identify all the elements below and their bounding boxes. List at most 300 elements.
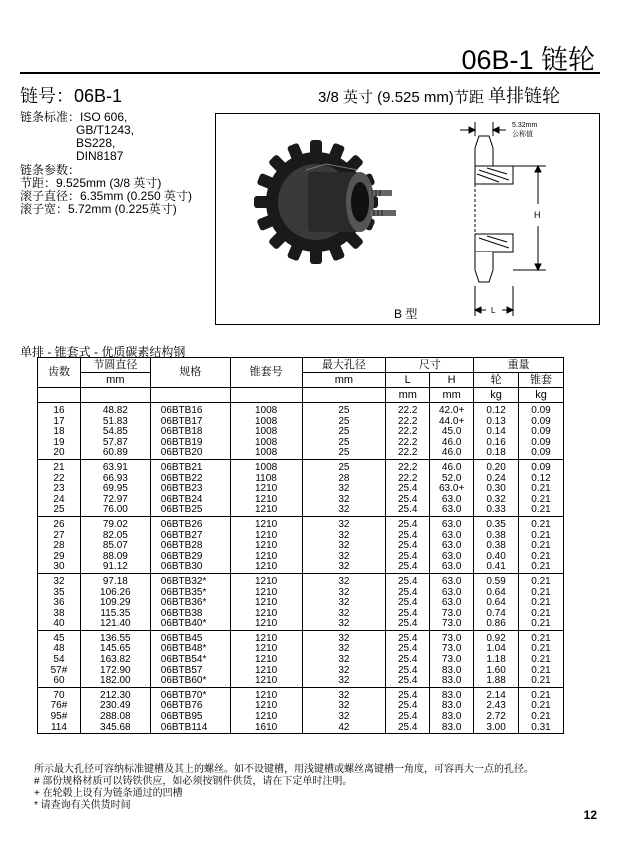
cell-weight-wheel: 0.33: [474, 505, 519, 516]
cell-teeth: 17: [38, 417, 81, 428]
cell-max-bore: 25: [302, 438, 386, 449]
cell-weight-bushing: 0.21: [519, 516, 564, 530]
cell-weight-bushing: 0.21: [519, 505, 564, 516]
cell-bush: 1108: [230, 474, 302, 485]
cell-max-bore: 28: [302, 474, 386, 485]
cell-size-l: 25.4: [386, 609, 430, 620]
cell-size-h: 45.0: [430, 427, 474, 438]
cell-pcd: 97.18: [80, 573, 150, 587]
cell-weight-bushing: 0.09: [519, 417, 564, 428]
cell-model: 06BTB23: [150, 484, 230, 495]
cell-pcd: 115.35: [80, 609, 150, 620]
header-bushing: 锥套: [519, 373, 564, 388]
cell-size-h: 73.0: [430, 655, 474, 666]
cell-size-l: 25.4: [386, 666, 430, 677]
cell-size-l: 25.4: [386, 516, 430, 530]
cell-bush: 1210: [230, 666, 302, 677]
note-availability: * 请查询有关供货时间: [34, 800, 131, 811]
cell-model: 06BTB38: [150, 609, 230, 620]
cell-weight-bushing: 0.09: [519, 438, 564, 449]
cell-max-bore: 32: [302, 495, 386, 506]
cell-max-bore: 32: [302, 644, 386, 655]
cell-pcd: 57.87: [80, 438, 150, 449]
cell-bush: 1008: [230, 403, 302, 417]
cell-weight-bushing: 0.21: [519, 609, 564, 620]
cell-size-l: 25.4: [386, 573, 430, 587]
cell-model: 06BTB48*: [150, 644, 230, 655]
cell-model: 06BTB22: [150, 474, 230, 485]
cell-teeth: 23: [38, 484, 81, 495]
sprocket-drawing-panel: [215, 113, 600, 325]
cell-weight-wheel: 0.12: [474, 403, 519, 417]
cell-model: 06BTB24: [150, 495, 230, 506]
chain-standard-line: BS228,: [76, 136, 116, 150]
cell-bush: 1210: [230, 619, 302, 630]
cell-weight-bushing: 0.21: [519, 495, 564, 506]
cell-weight-bushing: 0.21: [519, 541, 564, 552]
cell-teeth: 32: [38, 573, 81, 587]
cell-weight-wheel: 0.20: [474, 459, 519, 473]
cell-size-l: 22.2: [386, 438, 430, 449]
cell-max-bore: 32: [302, 505, 386, 516]
cell-max-bore: 32: [302, 573, 386, 587]
header-H-unit: mm: [430, 388, 474, 403]
cell-size-l: 25.4: [386, 655, 430, 666]
cell-weight-wheel: 0.24: [474, 474, 519, 485]
cell-model: 06BTB21: [150, 459, 230, 473]
cell-weight-bushing: 0.21: [519, 562, 564, 573]
table-row: [38, 630, 564, 644]
cell-model: 06BTB16: [150, 403, 230, 417]
cell-max-bore: 25: [302, 459, 386, 473]
cell-teeth: 76#: [38, 701, 81, 712]
cell-bush: 1210: [230, 573, 302, 587]
cell-weight-wheel: 0.38: [474, 531, 519, 542]
cell-size-h: 83.0: [430, 723, 474, 734]
cell-pcd: 51.83: [80, 417, 150, 428]
cell-model: 06BTB57: [150, 666, 230, 677]
cell-size-l: 25.4: [386, 552, 430, 563]
cell-bush: 1210: [230, 630, 302, 644]
cell-weight-wheel: 2.14: [474, 687, 519, 701]
cell-weight-wheel: 0.64: [474, 598, 519, 609]
table-row: [38, 562, 564, 573]
cell-bush: 1210: [230, 484, 302, 495]
cell-weight-wheel: 0.64: [474, 588, 519, 599]
cell-teeth: 19: [38, 438, 81, 449]
sprocket-illustration: [216, 114, 599, 324]
cell-teeth: 30: [38, 562, 81, 573]
cell-teeth: 40: [38, 619, 81, 630]
cell-max-bore: 32: [302, 588, 386, 599]
cell-weight-wheel: 0.59: [474, 573, 519, 587]
width-dimension-note: 公称值: [512, 131, 533, 138]
cell-weight-wheel: 0.41: [474, 562, 519, 573]
cell-size-h: 73.0: [430, 644, 474, 655]
cell-bush: 1210: [230, 712, 302, 723]
cell-pcd: 136.55: [80, 630, 150, 644]
cell-max-bore: 32: [302, 484, 386, 495]
cell-weight-wheel: 0.40: [474, 552, 519, 563]
cell-size-l: 25.4: [386, 723, 430, 734]
cell-weight-bushing: 0.21: [519, 484, 564, 495]
cell-size-l: 25.4: [386, 644, 430, 655]
cell-pcd: 76.00: [80, 505, 150, 516]
cell-pcd: 66.93: [80, 474, 150, 485]
table-row: [38, 516, 564, 530]
cell-teeth: 54: [38, 655, 81, 666]
header-size: 尺寸: [386, 358, 474, 373]
cell-max-bore: 32: [302, 630, 386, 644]
cell-weight-wheel: 0.35: [474, 516, 519, 530]
cell-pcd: 172.90: [80, 666, 150, 677]
cell-size-h: 63.0: [430, 573, 474, 587]
cell-weight-bushing: 0.21: [519, 552, 564, 563]
cell-teeth: 21: [38, 459, 81, 473]
cell-bush: 1210: [230, 676, 302, 687]
cell-weight-bushing: 0.09: [519, 403, 564, 417]
cell-pcd: 288.08: [80, 712, 150, 723]
header-weight: 重量: [474, 358, 564, 373]
cell-max-bore: 32: [302, 666, 386, 677]
cell-weight-bushing: 0.21: [519, 588, 564, 599]
cell-model: 06BTB20: [150, 448, 230, 459]
header-wheel: 轮: [474, 373, 519, 388]
table-body: [38, 403, 564, 734]
roller-diameter-spec: 滚子直径：6.35mm (0.250 英寸): [20, 189, 193, 203]
cell-size-h: 63.0: [430, 516, 474, 530]
cell-size-h: 46.0: [430, 448, 474, 459]
note-hub-groove: + 在轮毂上设有为链条通过的凹槽: [34, 788, 183, 799]
cell-model: 06BTB114: [150, 723, 230, 734]
cell-size-l: 25.4: [386, 630, 430, 644]
cell-bush: 1210: [230, 701, 302, 712]
cell-max-bore: 32: [302, 552, 386, 563]
cell-weight-bushing: 0.21: [519, 531, 564, 542]
cell-bush: 1210: [230, 516, 302, 530]
cell-model: 06BTB76: [150, 701, 230, 712]
cell-size-l: 22.2: [386, 417, 430, 428]
cell-size-h: 83.0: [430, 712, 474, 723]
roller-width-spec: 滚子宽：5.72mm (0.225英寸): [20, 202, 177, 216]
cell-bush: 1210: [230, 531, 302, 542]
cell-weight-wheel: 1.88: [474, 676, 519, 687]
cell-model: 06BTB29: [150, 552, 230, 563]
cell-weight-bushing: 0.21: [519, 687, 564, 701]
cell-pcd: 109.29: [80, 598, 150, 609]
cell-bush: 1210: [230, 495, 302, 506]
pitch-heading-text: 3/8 英寸 (9.525 mm)节距: [318, 89, 484, 106]
drawing-type-label: B 型: [394, 307, 418, 321]
cell-size-h: 44.0+: [430, 417, 474, 428]
cell-teeth: 57#: [38, 666, 81, 677]
cell-teeth: 95#: [38, 712, 81, 723]
sprocket-spec-table: [37, 357, 564, 734]
cell-teeth: 25: [38, 505, 81, 516]
height-dimension: H: [534, 210, 541, 220]
cell-model: 06BTB36*: [150, 598, 230, 609]
header-bushing-unit: kg: [519, 388, 564, 403]
cell-size-h: 83.0: [430, 676, 474, 687]
cell-bush: 1210: [230, 588, 302, 599]
cell-teeth: 70: [38, 687, 81, 701]
cell-teeth: 20: [38, 448, 81, 459]
cell-size-h: 63.0: [430, 531, 474, 542]
cell-weight-wheel: 1.60: [474, 666, 519, 677]
cell-size-h: 63.0: [430, 505, 474, 516]
cell-weight-wheel: 0.30: [474, 484, 519, 495]
cell-size-l: 25.4: [386, 495, 430, 506]
cell-weight-bushing: 0.21: [519, 573, 564, 587]
cell-size-l: 22.2: [386, 403, 430, 417]
cell-model: 06BTB17: [150, 417, 230, 428]
cell-weight-wheel: 0.38: [474, 541, 519, 552]
page-number: 12: [583, 808, 597, 822]
pitch-spec: 节距：9.525mm (3/8 英寸): [20, 176, 162, 190]
cell-max-bore: 32: [302, 562, 386, 573]
cell-max-bore: 25: [302, 417, 386, 428]
cell-size-h: 63.0: [430, 552, 474, 563]
cell-pcd: 91.12: [80, 562, 150, 573]
cell-size-h: 63.0: [430, 541, 474, 552]
table-row: [38, 459, 564, 473]
cell-size-h: 63.0: [430, 562, 474, 573]
cell-weight-bushing: 0.21: [519, 598, 564, 609]
cell-teeth: 29: [38, 552, 81, 563]
cell-size-h: 46.0: [430, 459, 474, 473]
cell-size-l: 25.4: [386, 619, 430, 630]
cell-max-bore: 32: [302, 516, 386, 530]
cell-pcd: 60.89: [80, 448, 150, 459]
cell-weight-bushing: 0.21: [519, 701, 564, 712]
cell-size-h: 83.0: [430, 687, 474, 701]
cell-teeth: 36: [38, 598, 81, 609]
cell-model: 06BTB60*: [150, 676, 230, 687]
header-L: L: [386, 373, 430, 388]
cell-bush: 1210: [230, 598, 302, 609]
cell-model: 06BTB40*: [150, 619, 230, 630]
cell-teeth: 45: [38, 630, 81, 644]
cell-size-h: 83.0: [430, 701, 474, 712]
cell-weight-bushing: 0.12: [519, 474, 564, 485]
cell-weight-wheel: 2.43: [474, 701, 519, 712]
cell-weight-bushing: 0.31: [519, 723, 564, 734]
cell-max-bore: 32: [302, 655, 386, 666]
cell-model: 06BTB18: [150, 427, 230, 438]
cell-teeth: 38: [38, 609, 81, 620]
note-cast-iron: # 部份规格材质可以铸铁供应，如必须按钢件供货，请在下定单时注明。: [34, 776, 353, 787]
cell-pcd: 82.05: [80, 531, 150, 542]
cell-pcd: 212.30: [80, 687, 150, 701]
chain-params-label: 链条参数：: [20, 163, 81, 177]
cell-model: 06BTB26: [150, 516, 230, 530]
cell-weight-bushing: 0.21: [519, 712, 564, 723]
cell-model: 06BTB30: [150, 562, 230, 573]
cell-model: 06BTB95: [150, 712, 230, 723]
cell-size-l: 22.2: [386, 474, 430, 485]
cell-size-h: 46.0: [430, 438, 474, 449]
chain-standard-line: GB/T1243,: [76, 123, 135, 137]
cell-weight-wheel: 0.16: [474, 438, 519, 449]
cell-max-bore: 32: [302, 531, 386, 542]
cell-weight-wheel: 0.86: [474, 619, 519, 630]
cell-weight-bushing: 0.09: [519, 427, 564, 438]
cell-bush: 1008: [230, 459, 302, 473]
cell-size-h: 52.0: [430, 474, 474, 485]
cell-bush: 1210: [230, 655, 302, 666]
cell-teeth: 60: [38, 676, 81, 687]
cell-size-l: 25.4: [386, 541, 430, 552]
cell-weight-wheel: 0.14: [474, 427, 519, 438]
cell-max-bore: 25: [302, 448, 386, 459]
cell-max-bore: 42: [302, 723, 386, 734]
cell-teeth: 24: [38, 495, 81, 506]
cell-max-bore: 32: [302, 712, 386, 723]
cell-weight-bushing: 0.21: [519, 644, 564, 655]
cell-weight-wheel: 0.92: [474, 630, 519, 644]
cell-pcd: 72.97: [80, 495, 150, 506]
cell-pcd: 54.85: [80, 427, 150, 438]
cell-size-l: 25.4: [386, 531, 430, 542]
cell-weight-wheel: 1.04: [474, 644, 519, 655]
cell-max-bore: 32: [302, 701, 386, 712]
cell-weight-bushing: 0.09: [519, 448, 564, 459]
cell-weight-wheel: 0.32: [474, 495, 519, 506]
cell-pcd: 79.02: [80, 516, 150, 530]
cell-pcd: 182.00: [80, 676, 150, 687]
cell-teeth: 114: [38, 723, 81, 734]
cell-model: 06BTB45: [150, 630, 230, 644]
cell-weight-wheel: 3.00: [474, 723, 519, 734]
cell-teeth: 27: [38, 531, 81, 542]
cell-teeth: 48: [38, 644, 81, 655]
cell-max-bore: 32: [302, 619, 386, 630]
cell-bush: 1008: [230, 448, 302, 459]
table-row: [38, 687, 564, 701]
cell-weight-wheel: 2.72: [474, 712, 519, 723]
table-row: [38, 448, 564, 459]
type-heading: 单排链轮: [488, 86, 561, 106]
cell-size-l: 25.4: [386, 701, 430, 712]
cell-model: 06BTB28: [150, 541, 230, 552]
cell-size-h: 73.0: [430, 609, 474, 620]
sprocket-photo: [254, 140, 396, 264]
cell-bush: 1210: [230, 505, 302, 516]
cell-weight-bushing: 0.21: [519, 655, 564, 666]
cell-bush: 1210: [230, 644, 302, 655]
cell-pcd: 163.82: [80, 655, 150, 666]
table-caption: 单排 - 锥套式 - 优质碳素结构钢: [20, 345, 186, 359]
cell-model: 06BTB70*: [150, 687, 230, 701]
cell-size-l: 25.4: [386, 505, 430, 516]
cell-bush: 1610: [230, 723, 302, 734]
cell-size-h: 63.0: [430, 495, 474, 506]
cell-pcd: 230.49: [80, 701, 150, 712]
cell-teeth: 26: [38, 516, 81, 530]
cell-max-bore: 32: [302, 687, 386, 701]
cell-size-h: 83.0: [430, 666, 474, 677]
cell-teeth: 35: [38, 588, 81, 599]
cell-model: 06BTB27: [150, 531, 230, 542]
cell-pcd: 69.95: [80, 484, 150, 495]
table-row: [38, 676, 564, 687]
cell-size-l: 25.4: [386, 687, 430, 701]
cell-max-bore: 25: [302, 427, 386, 438]
chain-standard-line: DIN8187: [76, 149, 124, 163]
cell-pcd: 48.82: [80, 403, 150, 417]
cell-size-l: 25.4: [386, 598, 430, 609]
cell-pcd: 88.09: [80, 552, 150, 563]
cell-model: 06BTB32*: [150, 573, 230, 587]
cell-weight-bushing: 0.21: [519, 619, 564, 630]
cell-teeth: 16: [38, 403, 81, 417]
header-pcd: 节圆直径: [80, 358, 150, 373]
width-dimension: 5.32mm: [512, 122, 538, 129]
table-row: [38, 619, 564, 630]
cell-weight-bushing: 0.09: [519, 459, 564, 473]
page-title: 06B-1 链轮: [461, 45, 595, 75]
cell-max-bore: 25: [302, 403, 386, 417]
cell-weight-wheel: 0.74: [474, 609, 519, 620]
cell-max-bore: 32: [302, 676, 386, 687]
header-bore-unit: mm: [302, 373, 386, 388]
header-bush: 锥套号: [230, 358, 302, 388]
cell-weight-bushing: 0.21: [519, 666, 564, 677]
cell-pcd: 106.26: [80, 588, 150, 599]
cell-size-l: 25.4: [386, 562, 430, 573]
table-row: [38, 403, 564, 417]
header-teeth: 齿数: [38, 358, 81, 388]
cell-size-h: 73.0: [430, 619, 474, 630]
header-H: H: [430, 373, 474, 388]
cell-model: 06BTB25: [150, 505, 230, 516]
cell-size-l: 22.2: [386, 459, 430, 473]
cell-pcd: 85.07: [80, 541, 150, 552]
cell-weight-wheel: 0.18: [474, 448, 519, 459]
cell-model: 06BTB54*: [150, 655, 230, 666]
header-wheel-unit: kg: [474, 388, 519, 403]
cell-teeth: 18: [38, 427, 81, 438]
cell-bush: 1008: [230, 417, 302, 428]
cell-bush: 1210: [230, 552, 302, 563]
cell-teeth: 28: [38, 541, 81, 552]
cell-weight-bushing: 0.21: [519, 630, 564, 644]
cell-size-h: 63.0+: [430, 484, 474, 495]
cell-bush: 1008: [230, 427, 302, 438]
length-dimension: L: [491, 306, 496, 315]
cell-pcd: 121.40: [80, 619, 150, 630]
cell-model: 06BTB19: [150, 438, 230, 449]
cell-size-l: 22.2: [386, 427, 430, 438]
cell-bush: 1210: [230, 609, 302, 620]
cell-bush: 1210: [230, 687, 302, 701]
cell-model: 06BTB35*: [150, 588, 230, 599]
table-row: [38, 573, 564, 587]
note-bore: 所示最大孔径可容纳标准键槽及其上的螺丝。如不设键槽，用浅键槽或螺丝离键槽一角度，可容再大一点的孔径。: [34, 764, 534, 775]
cell-pcd: 63.91: [80, 459, 150, 473]
cell-size-l: 25.4: [386, 484, 430, 495]
cell-size-h: 73.0: [430, 630, 474, 644]
pitch-heading: [318, 82, 560, 108]
cell-size-l: 25.4: [386, 588, 430, 599]
cell-max-bore: 32: [302, 598, 386, 609]
cell-bush: 1210: [230, 562, 302, 573]
header-pcd-unit: mm: [80, 373, 150, 388]
table-row: [38, 723, 564, 734]
cell-size-h: 63.0: [430, 588, 474, 599]
header-max-bore: 最大孔径: [302, 358, 386, 373]
cell-weight-bushing: 0.21: [519, 676, 564, 687]
